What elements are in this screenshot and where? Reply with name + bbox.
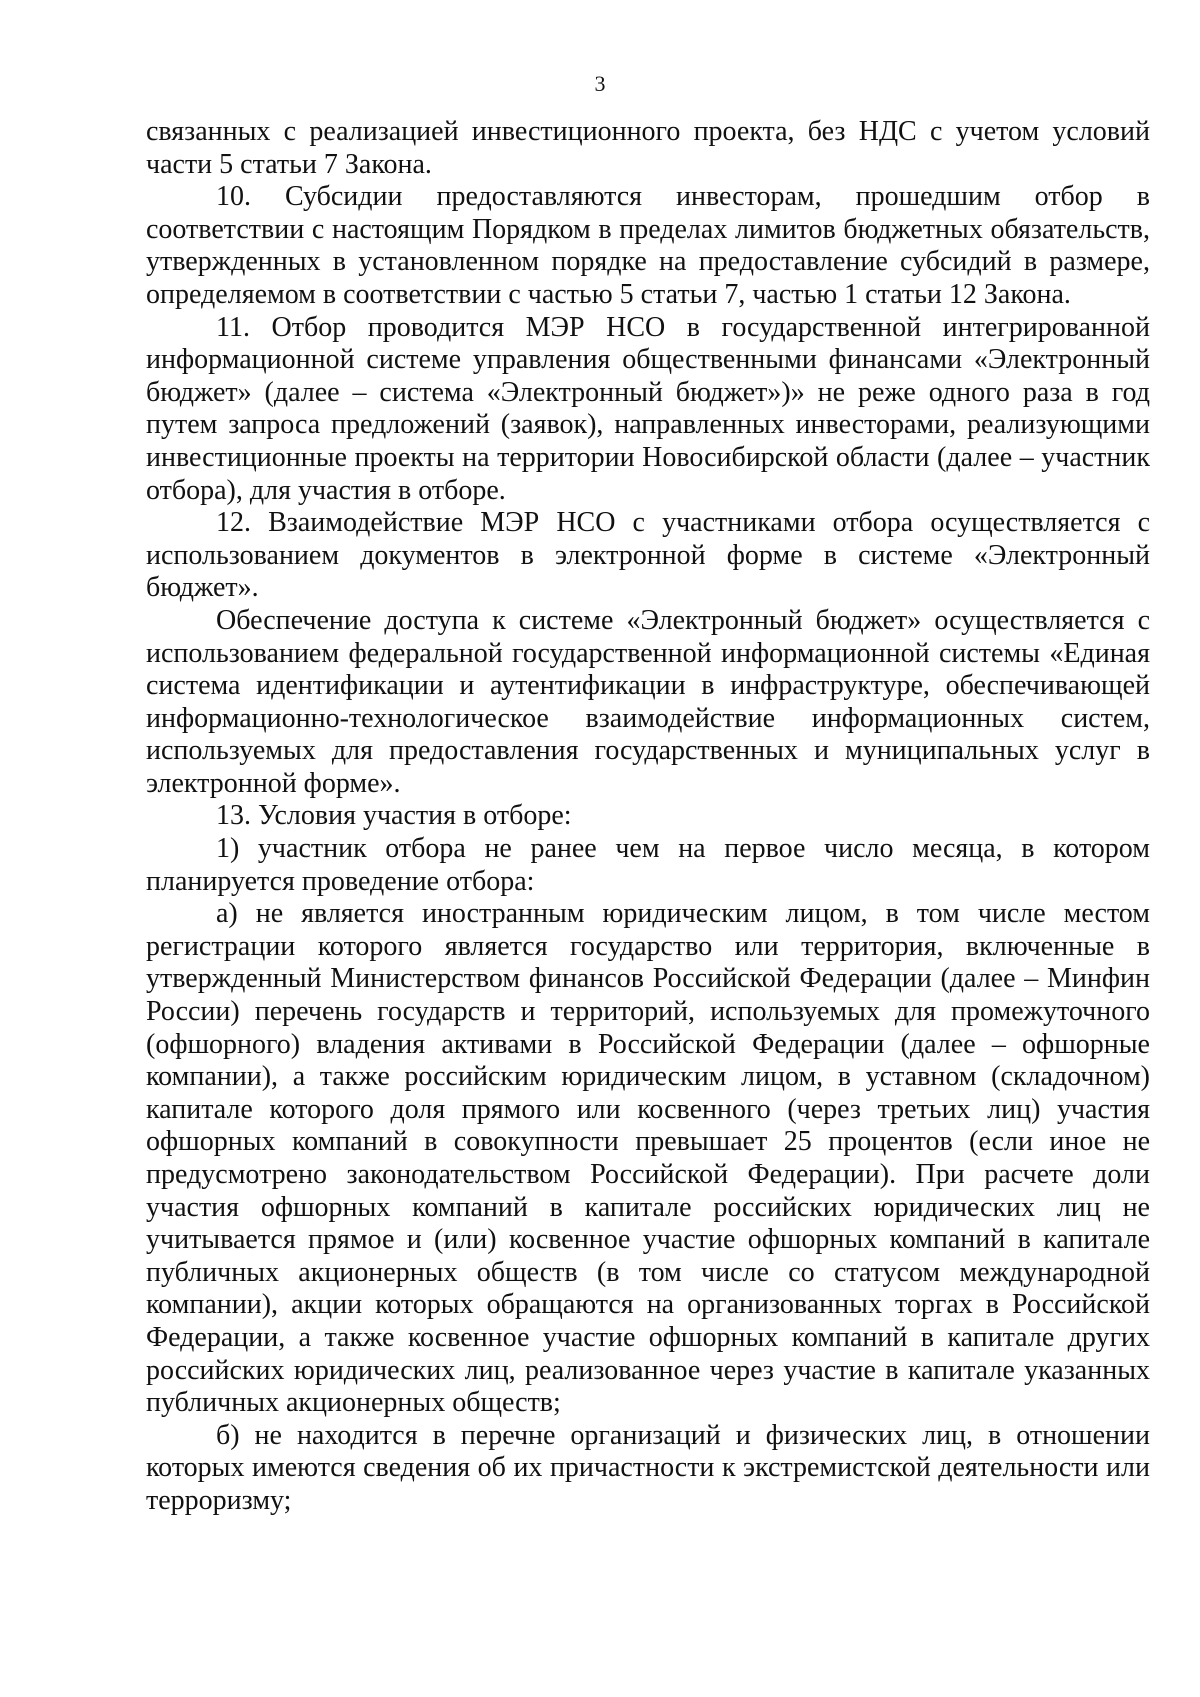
paragraph-item-13: 13. Условия участия в отборе: (216, 800, 572, 832)
paragraph-access: Обеспечение доступа к системе «Электронный бюджет» осуществляется с использованием федеральной государственной информационной системы «Единая система идентификации и аутентификации в инфраструктуре, обеспечивающей информационно-технологическое взаимодействие информационных систем, используемых для предоставления государственных и муниципальных услуг в электронной форме». (146, 604, 1150, 799)
paragraph-subitem-a: а) не является иностранным юридическим лицом, в том числе местом регистрации которого является государство или территория, включенные в утвержденный Министерством финансов Российской Федерации (далее – Минфин России) перечень государств и территорий, используемых для промежуточного (офшорного) владения активами в Российской Федерации (далее – офшорные компании), а также российским юридическим лицом, в уставном (складочном) капитале которого доля прямого или косвенного (через третьих лиц) участия офшорных компаний в совокупности превышает 25 процентов (если иное не предусмотрено законодательством Российской Федерации). При расчете доли участия офшорных компаний в капитале российских юридических лиц не учитывается прямое и (или) косвенное участие офшорных компаний в капитале публичных акционерных обществ (в том числе со статусом международной компании), акции которых обращаются на организованных торгах в Российской Федерации, а также косвенное участие офшорных компаний в капитале других российских юридических лиц, реализованное через участие в капитале указанных публичных акционерных обществ; (146, 898, 1150, 1419)
document-body (146, 116, 1150, 1518)
paragraph-item-11: 11. Отбор проводится МЭР НСО в государственной интегрированной информационной системе управления общественными финансами «Электронный бюджет» (далее – система «Электронный бюджет»)» не реже одного раза в год путем запроса предложений (заявок), направленных инвесторами, реализующими инвестиционные проекты на территории Новосибирской области (далее – участник отбора), для участия в отборе. (146, 311, 1150, 506)
page-number: 3 (594, 71, 606, 96)
paragraph-continuation: связанных с реализацией инвестиционного проекта, без НДС с учетом условий части 5 статьи 7 Закона. (146, 116, 1150, 180)
paragraph-item-10: 10. Субсидии предоставляются инвесторам, прошедшим отбор в соответствии с настоящим Порядком в пределах лимитов бюджетных обязательств, утвержденных в установленном порядке на предоставление субсидий в размере, определяемом в соответствии с частью 5 статьи 7, частью 1 статьи 12 Закона. (146, 181, 1150, 310)
paragraph-subitem-1: 1) участник отбора не ранее чем на первое число месяца, в котором планируется проведение отбора: (146, 833, 1150, 897)
paragraph-subitem-b: б) не находится в перечне организаций и физических лиц, в отношении которых имеются сведения об их причастности к экстремистской деятельности или терроризму; (146, 1419, 1150, 1516)
paragraph-item-12: 12. Взаимодействие МЭР НСО с участниками отбора осуществляется с использованием документов в электронной форме в системе «Электронный бюджет». (146, 507, 1150, 604)
